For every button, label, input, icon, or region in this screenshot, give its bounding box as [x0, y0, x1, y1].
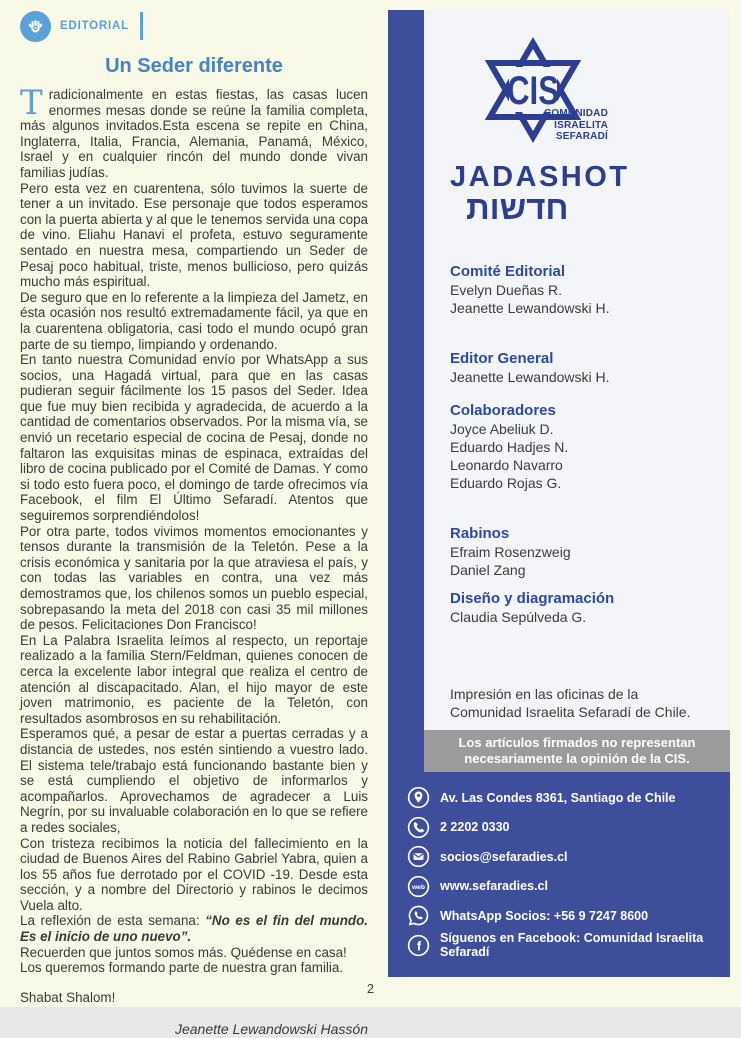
- disclaimer-band: Los artículos firmados no representan necesariamente la opinión de la CIS.: [424, 730, 730, 772]
- reflection-quote: “No es el fin del mundo. Es el inicio de uno nuevo”.: [20, 913, 368, 945]
- org-name: COMUNIDAD ISRAELITA SEFARADÍ: [543, 108, 608, 142]
- paragraph: Tradicionalmente en estas fiestas, las casas lucen enormes mesas donde se reúne la familia completa, más algunos invitados.Esta escena se repite en China, Inglaterra, Italia, Francia, Alemania, Panamá, México, Israel y en cualquier rincón del mundo donde vivan familias judías.: [20, 83, 368, 180]
- hamsa-icon: [20, 11, 51, 42]
- facebook-icon: [407, 934, 430, 957]
- paragraph: Por otra parte, todos vivimos momentos emocionantes y tensos durante la transmisión de la Teletón. Pese a la crisis económica y sanitaria por la que atraviesa el país, y con todas las variables en contra, una vez más demostramos que, los chilenos somos un pueblo especial, sobrepasando la meta del 2018 con casi 35 mil millones de pesos. Felicitaciones Don Francisco!: [20, 523, 368, 633]
- web-icon: [407, 875, 430, 898]
- credits-name: Daniel Zang: [450, 562, 526, 578]
- svg-text:CIS: CIS: [507, 69, 559, 113]
- section-label: EDITORIAL: [60, 20, 129, 32]
- newsletter-title: JADASHOT: [450, 161, 630, 193]
- masthead-sidebar: [388, 10, 730, 977]
- article-body: [20, 83, 368, 1038]
- section-header: [20, 10, 368, 42]
- credits-name: Joyce Abeliuk D.: [450, 421, 554, 437]
- credits-name: Jeanette Lewandowski H.: [450, 300, 610, 316]
- credits-heading: Comité Editorial: [450, 263, 566, 280]
- credits-heading: Rabinos: [450, 525, 510, 542]
- editorial-column: [20, 10, 368, 1038]
- closing-line: Los queremos formando parte de nuestra gran familia.: [20, 960, 344, 976]
- farewell: Shabat Shalom!: [20, 989, 116, 1005]
- svg-text:web: web: [411, 883, 426, 891]
- credits-name: Leonardo Navarro: [450, 457, 563, 473]
- sidebar-content: [424, 10, 730, 730]
- svg-text:f: f: [416, 938, 422, 954]
- paragraph: Esperamos qué, a pesar de estar a puertas cerradas y a distancia de ustedes, nos estén sintiendo a vuestro lado. El sistema tele/trabajo está funcionando bastante bien y se está cumpliendo el objetivo de informarlos y acompañarlos. Aprovechamos de agradecer a Luis Negrín, por su invaluable colaboración en lo que se refiere a redes sociales,: [20, 726, 368, 835]
- credits-section: [450, 590, 712, 626]
- contact-phone: 2 2202 0330: [388, 813, 730, 843]
- closing-line: Recuerden que juntos somos más. Quédense en casa!: [20, 944, 347, 960]
- contact-address: Av. Las Condes 8361, Santiago de Chile: [388, 783, 730, 813]
- paragraph: En La Palabra Israelita leímos al respecto, un reportaje realizado a la familia Stern/Feldman, quienes conocen de cerca la excelente labor integral que realiza el centro de atención al discapacitado. Alan, el hijo mayor de este joven matrimonio, es paciente de la Teletón, con resultados asombrosos en su rehabilitación.: [20, 632, 368, 726]
- header-divider: [140, 12, 143, 40]
- whatsapp-icon: [407, 904, 430, 927]
- page-number: 2: [366, 981, 375, 996]
- contact-website[interactable]: web www.sefaradies.cl: [388, 872, 730, 902]
- credits-name: Efraim Rosenzweig: [450, 544, 571, 560]
- phone-icon: [407, 816, 430, 839]
- credits-name: Eduardo Hadjes N.: [450, 439, 569, 455]
- credits-name: Evelyn Dueñas R.: [450, 282, 563, 298]
- credits-name: Claudia Sepúlveda G.: [450, 609, 587, 625]
- credits-section: [450, 263, 712, 317]
- contact-whatsapp[interactable]: WhatsApp Socios: +56 9 7247 8600: [388, 901, 730, 931]
- article-title: Un Seder diferente: [105, 55, 283, 77]
- credits-heading: Diseño y diagramación: [450, 590, 615, 607]
- newsletter-title-hebrew: חדשות: [466, 189, 569, 226]
- author-signature: Jeanette Lewandowski Hassón: [174, 1021, 368, 1038]
- contact-facebook[interactable]: f Síguenos en Facebook: Comunidad Israelita Sefaradí: [388, 931, 730, 961]
- location-icon: [407, 786, 430, 809]
- credits-heading: Editor General: [450, 350, 554, 367]
- credits-heading: Colaboradores: [450, 402, 556, 419]
- dropcap: T: [20, 83, 43, 123]
- contact-band: [388, 772, 730, 977]
- printing-note: Impresión en las oficinas de la Comunidad Israelita Sefaradí de Chile.: [450, 686, 691, 720]
- contact-email[interactable]: socios@sefaradies.cl: [388, 842, 730, 872]
- credits-section: [450, 402, 712, 492]
- reflection-paragraph: La reflexión de esta semana: “No es el fin del mundo. Es el inicio de uno nuevo”.: [20, 913, 368, 945]
- credits-name: Eduardo Rojas G.: [450, 475, 562, 491]
- paragraph: En tanto nuestra Comunidad envío por WhatsApp a sus socios, una Hagadá virtual, para que en las casas pudieran seguir fácilmente los 15 pasos del Seder. Idea que fue muy bien recibida y agradecida, de acuerdo a la cantidad de comentarios observados. Por la misma vía, se envió un recetario especial de cocina de Pesaj, donde no faltaron las exquisitas minas de espinaca, extraídas del libro de cocina publicado por el Comité de Damas. Y como si todo esto fuera poco, el domingo de tarde ofrecimos vía Facebook, el film El Último Sefaradí. Atentos que seguiremos sorprendiéndolos!: [20, 352, 368, 524]
- paragraph: De seguro que en lo referente a la limpieza del Jametz, en ésta ocasión nos resultó extremadamente fácil, ya que en la cuarentena obligatoria, casi todo el mundo ocupó gran parte de su tiempo, limpiando y ordenando.: [20, 289, 368, 352]
- paragraph: Con tristeza recibimos la noticia del fallecimiento en la ciudad de Buenos Aires del Rabino Gabriel Yabra, quien a los 55 años fue derrotado por el COVID -19. Desde esta sección, y a nombre del Directorio y rabinos le decimos Vuela alto.: [20, 835, 368, 913]
- credits-section: [450, 525, 712, 579]
- credits-sections: [450, 263, 712, 626]
- credits-section: [450, 350, 712, 386]
- newsletter-masthead: [450, 162, 630, 224]
- cis-logo: [458, 38, 608, 152]
- credits-name: Jeanette Lewandowski H.: [450, 369, 610, 385]
- paragraph: Pero esta vez en cuarentena, sólo tuvimos la suerte de tener a un invitado. Ese personaje que todos esperamos con la puerta abierta y al que le tenemos servida una copa de vino. Eliahu Hanavi el profeta, estuvo seguramente sentado en nuestra mesa, compartiendo un Seder de Pesaj poco habitual, triste, menos bullicioso, pero quizás mucho más espiritual.: [20, 180, 368, 290]
- email-icon: [407, 845, 430, 868]
